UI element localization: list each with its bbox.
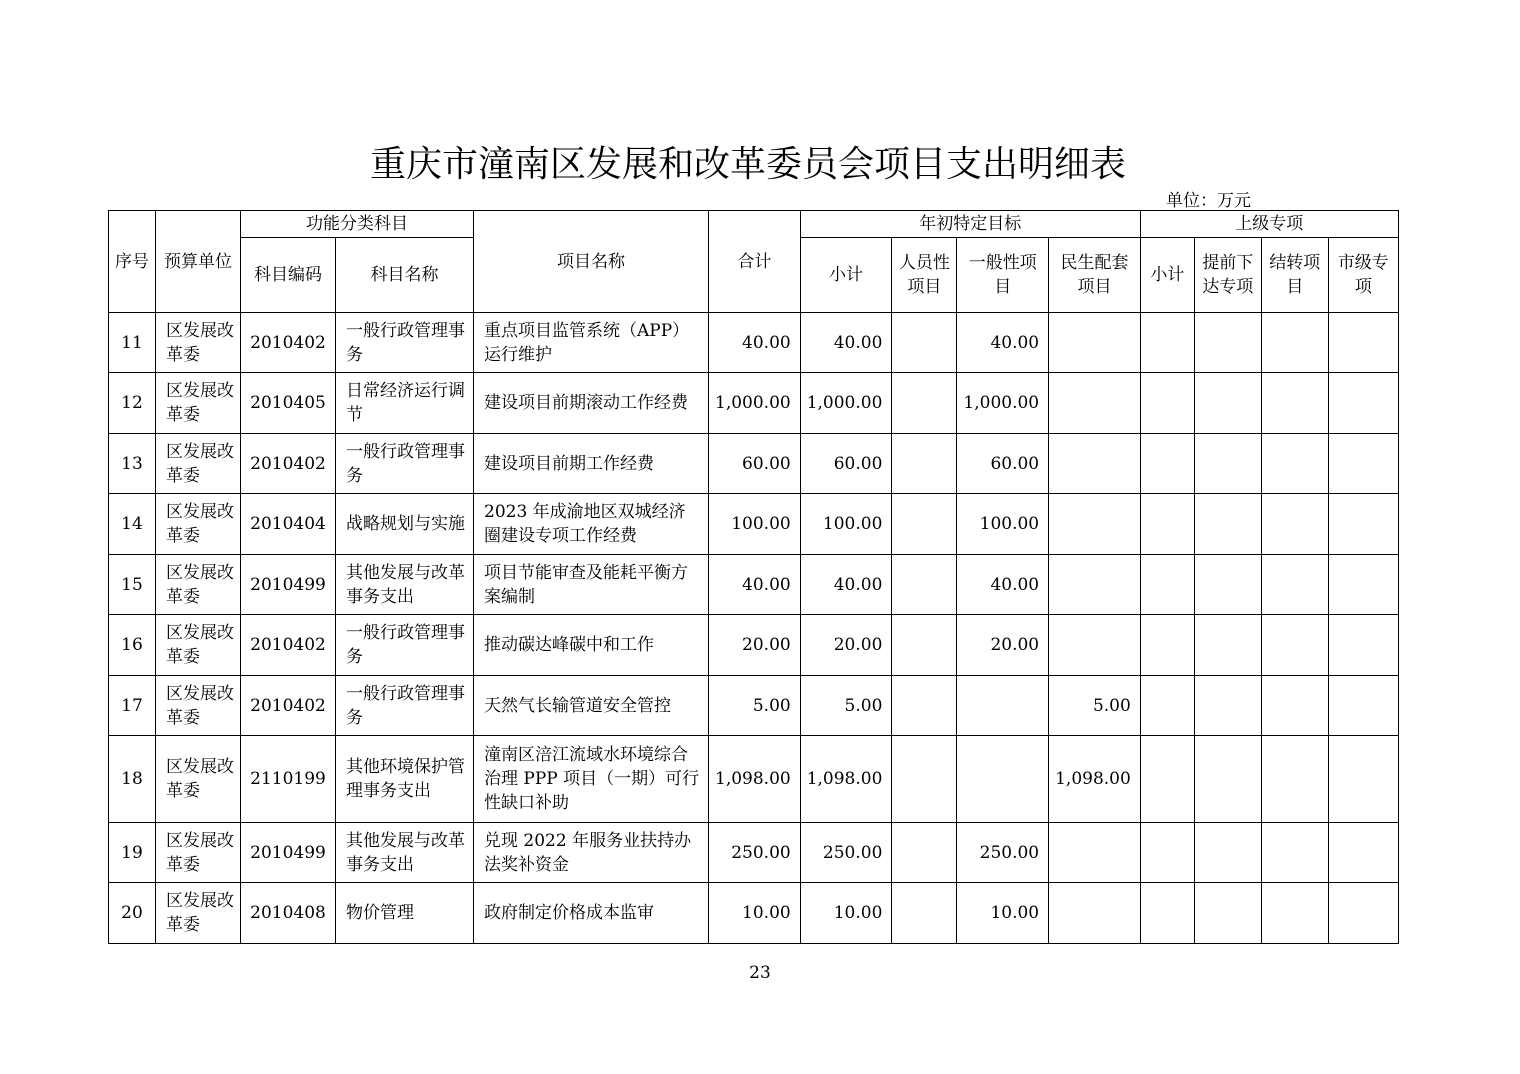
cell-up-carry: [1261, 555, 1328, 615]
cell-sp-general: 60.00: [957, 434, 1049, 494]
cell-up-subtotal: [1140, 615, 1194, 676]
page-title: 重庆市潼南区发展和改革委员会项目支出明细表: [369, 144, 1126, 185]
cell-up-advance: [1194, 883, 1261, 944]
cell-sp-livelihood: 5.00: [1049, 676, 1141, 736]
table-row: [109, 313, 1399, 373]
cell-seq: 17: [109, 676, 156, 736]
cell-total: 1,098.00: [709, 736, 801, 823]
header-sp-personnel: 人员性项目: [892, 238, 957, 313]
cell-total: 250.00: [709, 823, 801, 883]
cell-up-carry: [1261, 434, 1328, 494]
expenditure-table: [108, 210, 1399, 944]
cell-project: 潼南区涪江流域水环境综合治理 PPP 项目（一期）可行性缺口补助: [474, 736, 709, 823]
cell-up-carry: [1261, 823, 1328, 883]
page-number: 23: [749, 963, 771, 983]
cell-up-advance: [1194, 434, 1261, 494]
cell-unit: 区发展改革委: [156, 373, 241, 434]
cell-sp-personnel: [892, 555, 957, 615]
cell-sp-general: 40.00: [957, 555, 1049, 615]
cell-up-subtotal: [1140, 883, 1194, 944]
cell-project: 重点项目监管系统（APP）运行维护: [474, 313, 709, 373]
cell-subject: 一般行政管理事务: [336, 434, 474, 494]
cell-unit: 区发展改革委: [156, 434, 241, 494]
cell-code: 2010405: [241, 373, 336, 434]
cell-sp-subtotal: 40.00: [800, 555, 892, 615]
cell-up-city: [1328, 494, 1398, 555]
table-row: [109, 736, 1399, 823]
cell-subject: 一般行政管理事务: [336, 615, 474, 676]
cell-sp-subtotal: 60.00: [800, 434, 892, 494]
cell-subject: 物价管理: [336, 883, 474, 944]
cell-up-city: [1328, 883, 1398, 944]
cell-project: 兑现 2022 年服务业扶持办法奖补资金: [474, 823, 709, 883]
cell-up-subtotal: [1140, 555, 1194, 615]
cell-seq: 16: [109, 615, 156, 676]
header-project: 项目名称: [474, 211, 709, 313]
cell-up-subtotal: [1140, 823, 1194, 883]
cell-total: 20.00: [709, 615, 801, 676]
cell-up-subtotal: [1140, 736, 1194, 823]
cell-up-advance: [1194, 313, 1261, 373]
cell-unit: 区发展改革委: [156, 555, 241, 615]
cell-sp-general: 10.00: [957, 883, 1049, 944]
cell-total: 10.00: [709, 883, 801, 944]
cell-up-subtotal: [1140, 373, 1194, 434]
cell-project: 建设项目前期工作经费: [474, 434, 709, 494]
cell-total: 40.00: [709, 555, 801, 615]
cell-sp-personnel: [892, 676, 957, 736]
table-row: [109, 555, 1399, 615]
cell-up-carry: [1261, 373, 1328, 434]
header-sp-livelihood: 民生配套项目: [1049, 238, 1141, 313]
cell-seq: 12: [109, 373, 156, 434]
header-seq: 序号: [109, 211, 156, 313]
cell-up-city: [1328, 313, 1398, 373]
cell-project: 天然气长输管道安全管控: [474, 676, 709, 736]
cell-sp-livelihood: [1049, 555, 1141, 615]
header-subject: 科目名称: [336, 238, 474, 313]
table-body: [109, 313, 1399, 944]
cell-sp-general: 100.00: [957, 494, 1049, 555]
cell-up-advance: [1194, 615, 1261, 676]
cell-sp-personnel: [892, 615, 957, 676]
cell-up-carry: [1261, 676, 1328, 736]
cell-sp-subtotal: 250.00: [800, 823, 892, 883]
cell-sp-livelihood: [1049, 883, 1141, 944]
cell-total: 5.00: [709, 676, 801, 736]
cell-total: 40.00: [709, 313, 801, 373]
cell-up-subtotal: [1140, 494, 1194, 555]
cell-code: 2010402: [241, 434, 336, 494]
cell-unit: 区发展改革委: [156, 615, 241, 676]
cell-seq: 19: [109, 823, 156, 883]
table-row: [109, 373, 1399, 434]
cell-seq: 14: [109, 494, 156, 555]
cell-up-advance: [1194, 494, 1261, 555]
header-up-advance: 提前下达专项: [1194, 238, 1261, 313]
cell-unit: 区发展改革委: [156, 676, 241, 736]
header-total: 合计: [709, 211, 801, 313]
cell-sp-personnel: [892, 883, 957, 944]
cell-subject: 战略规划与实施: [336, 494, 474, 555]
cell-seq: 13: [109, 434, 156, 494]
header-upper-group: 上级专项: [1140, 211, 1398, 238]
header-up-subtotal: 小计: [1140, 238, 1194, 313]
cell-sp-livelihood: [1049, 373, 1141, 434]
cell-seq: 20: [109, 883, 156, 944]
cell-sp-subtotal: 40.00: [800, 313, 892, 373]
cell-sp-livelihood: [1049, 313, 1141, 373]
cell-unit: 区发展改革委: [156, 883, 241, 944]
cell-up-advance: [1194, 555, 1261, 615]
cell-subject: 一般行政管理事务: [336, 676, 474, 736]
header-up-city: 市级专项: [1328, 238, 1398, 313]
header-sp-general: 一般性项目: [957, 238, 1049, 313]
cell-sp-livelihood: [1049, 494, 1141, 555]
cell-up-city: [1328, 676, 1398, 736]
cell-sp-subtotal: 5.00: [800, 676, 892, 736]
cell-unit: 区发展改革委: [156, 736, 241, 823]
cell-sp-subtotal: 10.00: [800, 883, 892, 944]
cell-code: 2010499: [241, 823, 336, 883]
cell-sp-personnel: [892, 736, 957, 823]
cell-subject: 日常经济运行调节: [336, 373, 474, 434]
header-sp-subtotal: 小计: [800, 238, 892, 313]
header-special-group: 年初特定目标: [800, 211, 1140, 238]
header-unit: 预算单位: [156, 211, 241, 313]
cell-seq: 15: [109, 555, 156, 615]
cell-total: 1,000.00: [709, 373, 801, 434]
cell-sp-general: [957, 736, 1049, 823]
table-row: [109, 494, 1399, 555]
cell-sp-general: 40.00: [957, 313, 1049, 373]
cell-sp-personnel: [892, 313, 957, 373]
table-row: [109, 434, 1399, 494]
cell-sp-livelihood: [1049, 615, 1141, 676]
cell-up-subtotal: [1140, 434, 1194, 494]
cell-sp-general: 250.00: [957, 823, 1049, 883]
cell-sp-personnel: [892, 434, 957, 494]
cell-total: 100.00: [709, 494, 801, 555]
cell-project: 推动碳达峰碳中和工作: [474, 615, 709, 676]
cell-up-carry: [1261, 494, 1328, 555]
cell-up-carry: [1261, 313, 1328, 373]
cell-subject: 其他发展与改革事务支出: [336, 555, 474, 615]
cell-sp-personnel: [892, 494, 957, 555]
header-code: 科目编码: [241, 238, 336, 313]
cell-up-city: [1328, 823, 1398, 883]
cell-up-carry: [1261, 615, 1328, 676]
cell-sp-general: [957, 676, 1049, 736]
cell-up-advance: [1194, 823, 1261, 883]
cell-project: 2023 年成渝地区双城经济圈建设专项工作经费: [474, 494, 709, 555]
cell-up-advance: [1194, 373, 1261, 434]
cell-up-subtotal: [1140, 676, 1194, 736]
table-row: [109, 615, 1399, 676]
cell-sp-personnel: [892, 823, 957, 883]
cell-up-advance: [1194, 676, 1261, 736]
header-up-carry: 结转项目: [1261, 238, 1328, 313]
table-row: [109, 883, 1399, 944]
cell-project: 建设项目前期滚动工作经费: [474, 373, 709, 434]
cell-up-carry: [1261, 883, 1328, 944]
cell-subject: 一般行政管理事务: [336, 313, 474, 373]
cell-sp-livelihood: 1,098.00: [1049, 736, 1141, 823]
cell-sp-personnel: [892, 373, 957, 434]
cell-sp-livelihood: [1049, 434, 1141, 494]
cell-sp-subtotal: 1,000.00: [800, 373, 892, 434]
cell-up-city: [1328, 615, 1398, 676]
cell-unit: 区发展改革委: [156, 823, 241, 883]
cell-subject: 其他环境保护管理事务支出: [336, 736, 474, 823]
cell-total: 60.00: [709, 434, 801, 494]
cell-code: 2010402: [241, 615, 336, 676]
table-row: [109, 676, 1399, 736]
header-function-group: 功能分类科目: [241, 211, 474, 238]
cell-sp-general: 20.00: [957, 615, 1049, 676]
cell-up-city: [1328, 434, 1398, 494]
cell-sp-subtotal: 1,098.00: [800, 736, 892, 823]
cell-code: 2010404: [241, 494, 336, 555]
cell-code: 2010402: [241, 676, 336, 736]
cell-seq: 18: [109, 736, 156, 823]
cell-sp-general: 1,000.00: [957, 373, 1049, 434]
cell-up-city: [1328, 373, 1398, 434]
cell-code: 2010408: [241, 883, 336, 944]
cell-subject: 其他发展与改革事务支出: [336, 823, 474, 883]
cell-sp-subtotal: 20.00: [800, 615, 892, 676]
cell-project: 项目节能审查及能耗平衡方案编制: [474, 555, 709, 615]
cell-up-city: [1328, 736, 1398, 823]
cell-sp-livelihood: [1049, 823, 1141, 883]
table-row: [109, 823, 1399, 883]
cell-seq: 11: [109, 313, 156, 373]
cell-unit: 区发展改革委: [156, 494, 241, 555]
cell-up-advance: [1194, 736, 1261, 823]
cell-up-city: [1328, 555, 1398, 615]
cell-unit: 区发展改革委: [156, 313, 241, 373]
cell-up-subtotal: [1140, 313, 1194, 373]
cell-code: 2110199: [241, 736, 336, 823]
cell-code: 2010402: [241, 313, 336, 373]
cell-sp-subtotal: 100.00: [800, 494, 892, 555]
cell-up-carry: [1261, 736, 1328, 823]
cell-project: 政府制定价格成本监审: [474, 883, 709, 944]
unit-label: 单位：万元: [1166, 191, 1251, 211]
cell-code: 2010499: [241, 555, 336, 615]
